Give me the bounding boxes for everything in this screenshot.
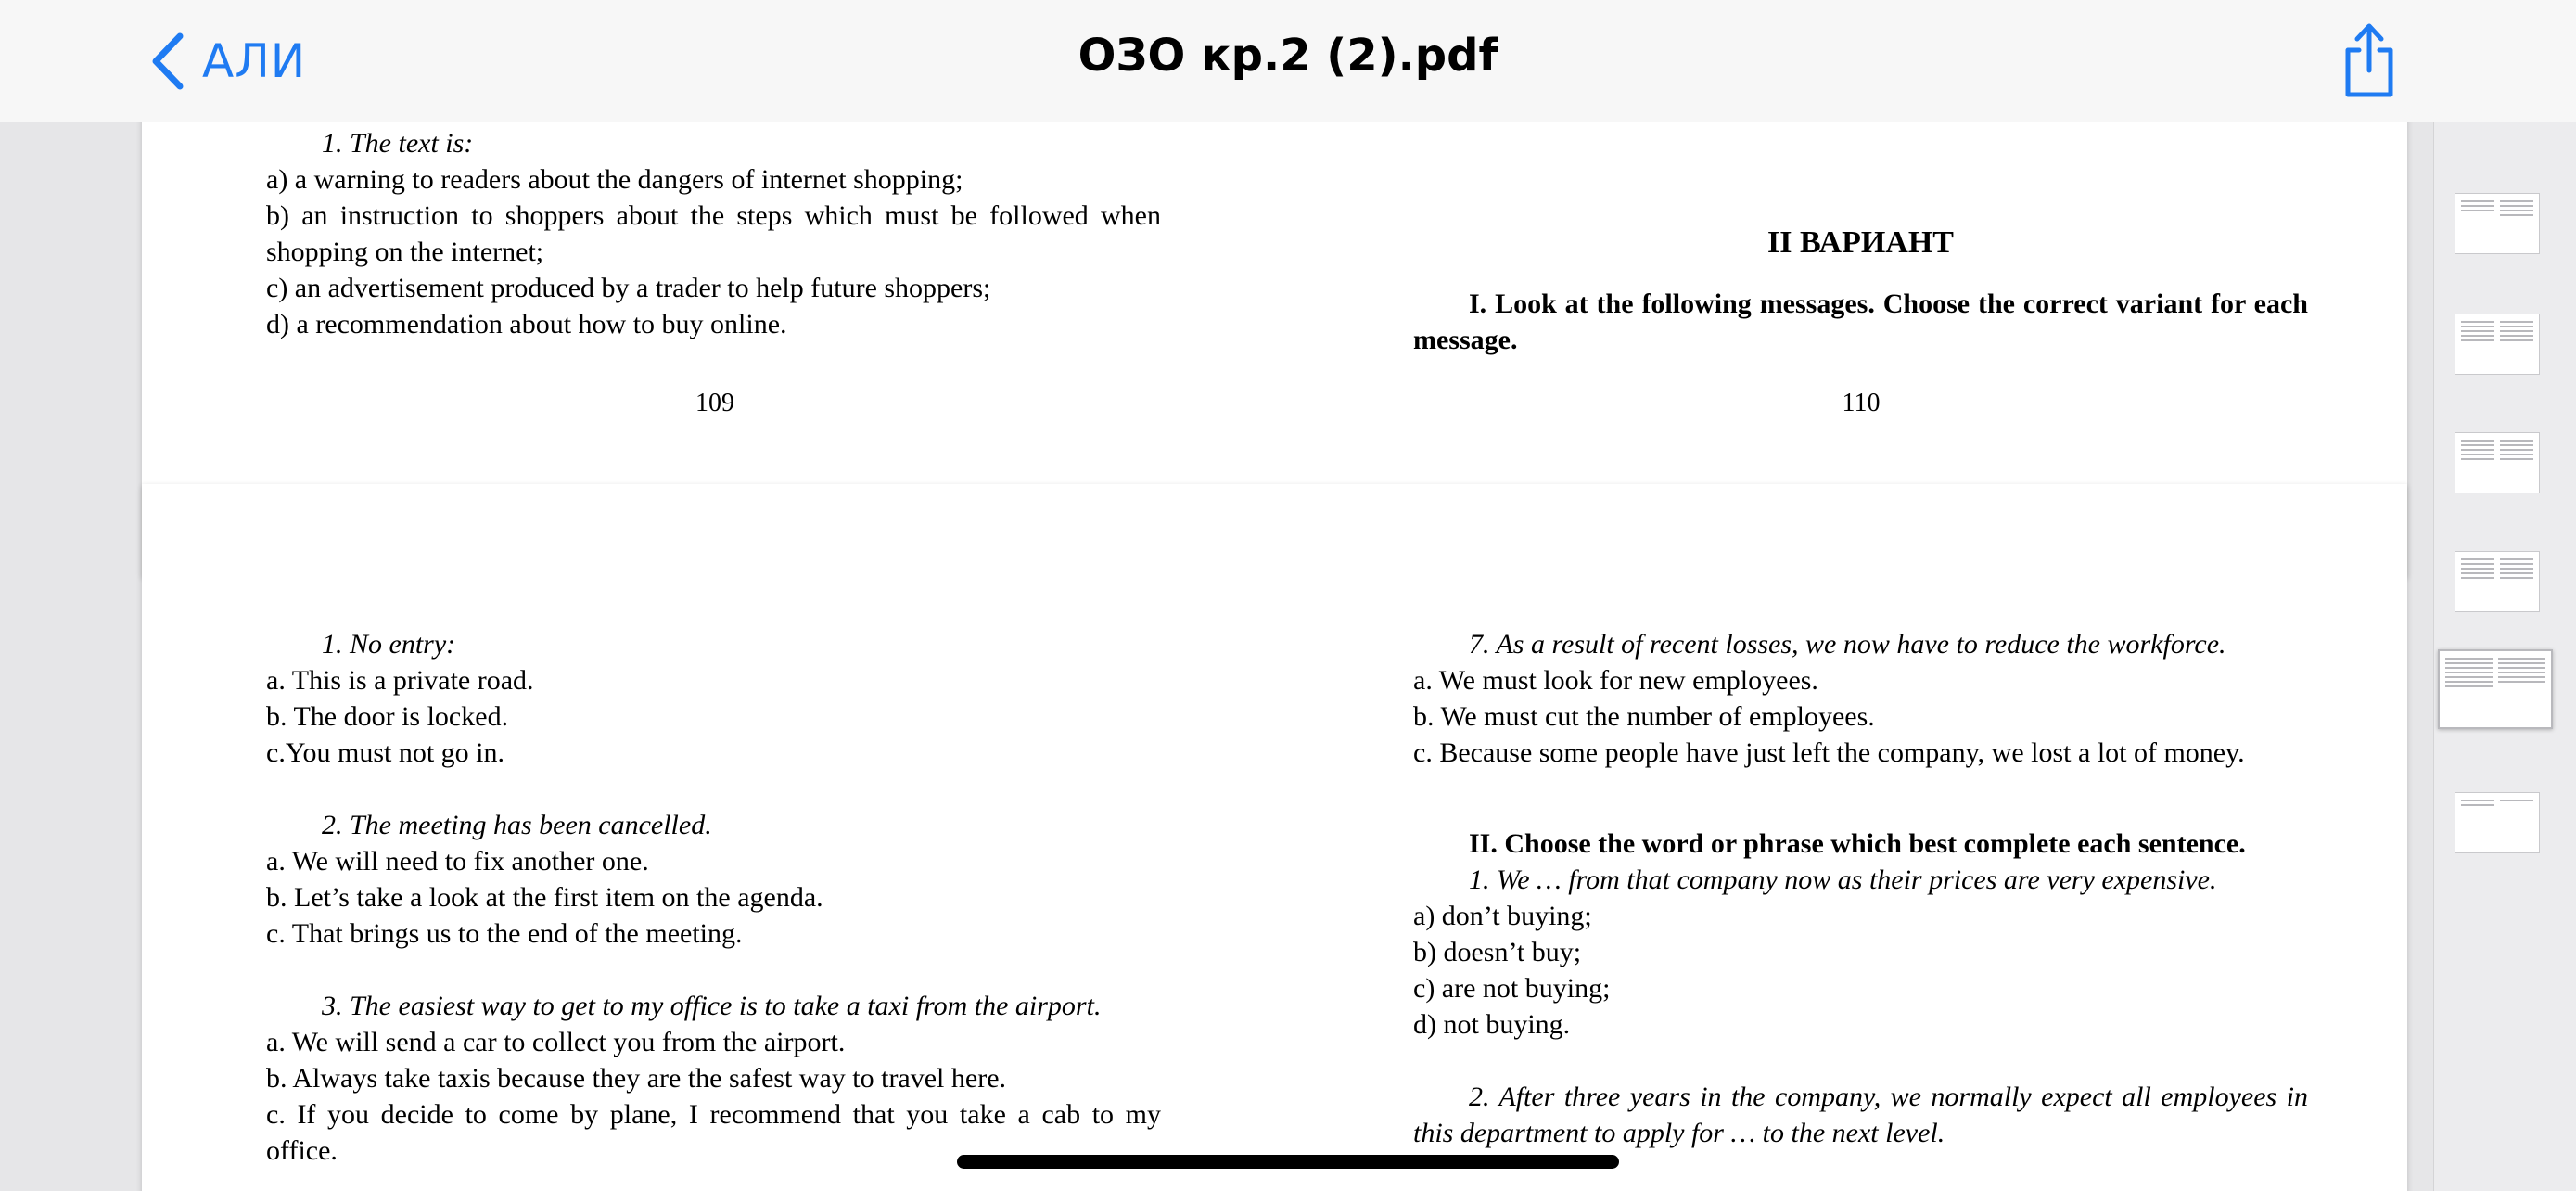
right-column	[1413, 626, 2308, 1151]
answer-option: b. The door is locked.	[266, 701, 509, 732]
share-button[interactable]	[2337, 20, 2402, 100]
answer-option: c. If you decide to come by plane, I recommend that you take a cab to my office.	[266, 1099, 1161, 1166]
document-title: ОЗО кр.2 (2).pdf	[1078, 30, 1498, 82]
page-thumbnail[interactable]	[2455, 314, 2540, 375]
answer-option: a) a warning to readers about the dangers of internet shopping;	[266, 164, 963, 195]
answer-option: c.You must not go in.	[266, 737, 504, 768]
question-text: 2. After three years in the company, we normally expect all employees in this department to apply for … to the next level.	[1413, 1082, 2308, 1148]
answer-option: d) a recommendation about how to buy online.	[266, 309, 787, 339]
document-viewer[interactable]	[0, 122, 2433, 1191]
answer-option: b. We must cut the number of employees.	[1413, 701, 1875, 732]
answer-option: b) doesn’t buy;	[1413, 937, 1582, 967]
answer-option: b) an instruction to shoppers about the steps which must be followed when shopping on the internet;	[266, 200, 1161, 267]
variant-heading: II ВАРИАНТ	[1767, 225, 1954, 260]
question-fragment: 1. The text is:	[322, 128, 474, 159]
share-icon	[2337, 20, 2402, 100]
section-heading: II. Choose the word or phrase which best complete each sentence.	[1469, 828, 2246, 859]
answer-option: c) an advertisement produced by a trader to help future shoppers;	[266, 273, 991, 303]
back-label: АЛИ	[202, 34, 307, 88]
answer-option: a) don’t buying;	[1413, 901, 1592, 931]
right-column	[1413, 224, 2308, 358]
answer-option: a. We will send a car to collect you from the airport.	[266, 1027, 846, 1057]
page-thumbnail-selected[interactable]	[2438, 649, 2553, 729]
question-text: 7. As a result of recent losses, we now have to reduce the workforce.	[1469, 629, 2226, 660]
page-thumbnail[interactable]	[2455, 193, 2540, 254]
answer-option: c. Because some people have just left the company, we lost a lot of money.	[1413, 737, 2245, 768]
answer-option: a. We will need to fix another one.	[266, 846, 649, 877]
answer-option: d) not buying.	[1413, 1009, 1571, 1040]
answer-option: b. Let’s take a look at the first item on the agenda.	[266, 882, 823, 913]
navigation-bar	[0, 0, 2576, 122]
page-thumbnail[interactable]	[2455, 792, 2540, 853]
instruction-text: I. Look at the following messages. Choose the correct variant for each message.	[1413, 288, 2308, 355]
question-text: 3. The easiest way to get to my office is to take a taxi from the airport.	[322, 991, 1102, 1021]
question-text: 2. The meeting has been cancelled.	[322, 810, 712, 840]
page-thumbnail[interactable]	[2455, 551, 2540, 612]
question-text: 1. No entry:	[322, 629, 456, 660]
answer-option: a. This is a private road.	[266, 665, 534, 696]
left-column	[266, 626, 1161, 1169]
page-thumbnail[interactable]	[2455, 432, 2540, 493]
answer-option: c. That brings us to the end of the meeting.	[266, 918, 743, 949]
left-column	[266, 125, 1161, 342]
page-number: 110	[1842, 389, 1881, 417]
page-thumbnail-sidebar	[2433, 122, 2576, 1191]
answer-option: c) are not buying;	[1413, 973, 1611, 1004]
answer-option: b. Always take taxis because they are the safest way to travel here.	[266, 1063, 1007, 1094]
home-indicator[interactable]	[957, 1155, 1619, 1169]
question-text: 1. We … from that company now as their prices are very expensive.	[1469, 864, 2217, 895]
page-number: 109	[695, 389, 734, 417]
answer-option: a. We must look for new employees.	[1413, 665, 1818, 696]
pdf-page-spread	[142, 484, 2407, 1191]
